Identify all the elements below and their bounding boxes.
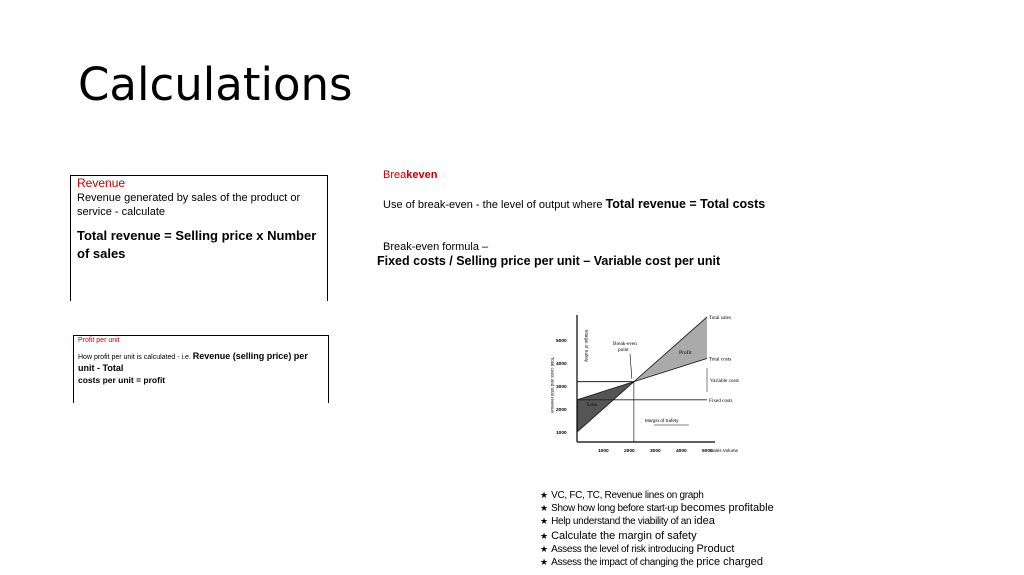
bullet-item xyxy=(540,530,774,543)
loss-label: Loss xyxy=(587,402,598,408)
y-axis-label: Total costs and total revenue xyxy=(550,357,555,413)
breakeven-use-prefix: Use of break-even - the level of output where xyxy=(383,199,603,211)
y-tick-label: 1000 xyxy=(556,431,567,436)
star-icon: ★ xyxy=(540,503,549,513)
x-tick-label: 5000 xyxy=(702,449,713,454)
x-axis-label: Sales Volume xyxy=(710,448,739,453)
breakeven-use xyxy=(383,197,765,211)
bullet-text: Product xyxy=(696,543,735,555)
revenue-box xyxy=(70,175,328,301)
bullet-text: Calculate the margin of safety xyxy=(551,530,697,542)
y-tick-label: 3000 xyxy=(556,385,567,390)
profit-description xyxy=(78,351,324,375)
bullet-text: Assess the level of risk introducing xyxy=(551,544,694,555)
x-tick-label: 4000 xyxy=(676,449,687,454)
breakeven-chart xyxy=(540,312,750,462)
series-line-0 xyxy=(577,317,707,432)
bullet-text: Show how long before start-up xyxy=(551,503,679,514)
variable-costs-label: Variable costs xyxy=(710,378,739,384)
star-icon: ★ xyxy=(540,490,549,500)
revenue-description: Revenue generated by sales of the product or service - calculate xyxy=(77,192,301,218)
x-tick-label: 2000 xyxy=(624,449,635,454)
revenue-formula: Total revenue = Selling price x Number of sales xyxy=(77,228,317,261)
bullet-text: idea xyxy=(694,515,715,527)
bullet-text: Help understand the viability of an xyxy=(551,516,692,527)
bullet-item xyxy=(540,502,774,515)
star-icon: ★ xyxy=(540,544,549,554)
break-even-label-2: point xyxy=(618,347,629,353)
x-tick-label: 3000 xyxy=(650,449,661,454)
star-icon: ★ xyxy=(540,531,549,541)
series-label-2: Fixed costs xyxy=(709,397,733,404)
breakeven-title-bold: keven xyxy=(406,169,438,181)
profit-box xyxy=(73,335,329,403)
bullet-item xyxy=(540,556,774,569)
breakeven-title xyxy=(383,169,437,181)
series-label-1: Total costs xyxy=(709,356,732,363)
profit-formula-part2: costs per unit = profit xyxy=(78,375,166,385)
breakeven-formula: Fixed costs / Selling price per unit – Variable cost per unit xyxy=(377,254,721,268)
bullet-text: becomes profitable xyxy=(680,502,774,514)
bullet-item xyxy=(540,515,774,528)
profit-label: Profit xyxy=(679,350,692,356)
profit-heading: Profit per unit xyxy=(78,337,120,344)
breakeven-use-bold: Total revenue = Total costs xyxy=(605,197,766,211)
y-tick-label: 5000 xyxy=(556,339,567,344)
breakeven-formula-label: Break-even formula – xyxy=(383,241,489,253)
bullet-item xyxy=(540,543,774,556)
series-line-1 xyxy=(577,358,707,399)
bullet-list xyxy=(540,489,774,569)
margin-of-safety-vertical: Margin of Safety xyxy=(584,330,589,362)
x-tick-label: 1000 xyxy=(598,449,609,454)
y-tick-label: 4000 xyxy=(556,362,567,367)
star-icon: ★ xyxy=(540,557,549,567)
bullet-item xyxy=(540,489,774,502)
series-label-0: Total sales xyxy=(709,315,731,321)
star-icon: ★ xyxy=(540,516,549,526)
revenue-heading: Revenue xyxy=(77,176,126,190)
bullet-text: price charged xyxy=(696,556,763,568)
breakeven-title-plain: Brea xyxy=(383,169,407,181)
break-even-label: Break-even xyxy=(613,341,637,347)
margin-of-safety-label: Margin of Safety xyxy=(645,418,679,423)
y-tick-label: 2000 xyxy=(556,408,567,413)
profit-formula-part1: Revenue (selling price) per unit - Total xyxy=(78,351,308,373)
profit-description-prefix: How profit per unit is calculated - i.e. xyxy=(78,354,191,361)
break-even-arrow xyxy=(630,354,632,379)
slide-title: Calculations xyxy=(78,58,353,111)
bullet-text: VC, FC, TC, Revenue lines on graph xyxy=(551,490,704,501)
bullet-text: Assess the impact of changing the xyxy=(551,557,694,568)
